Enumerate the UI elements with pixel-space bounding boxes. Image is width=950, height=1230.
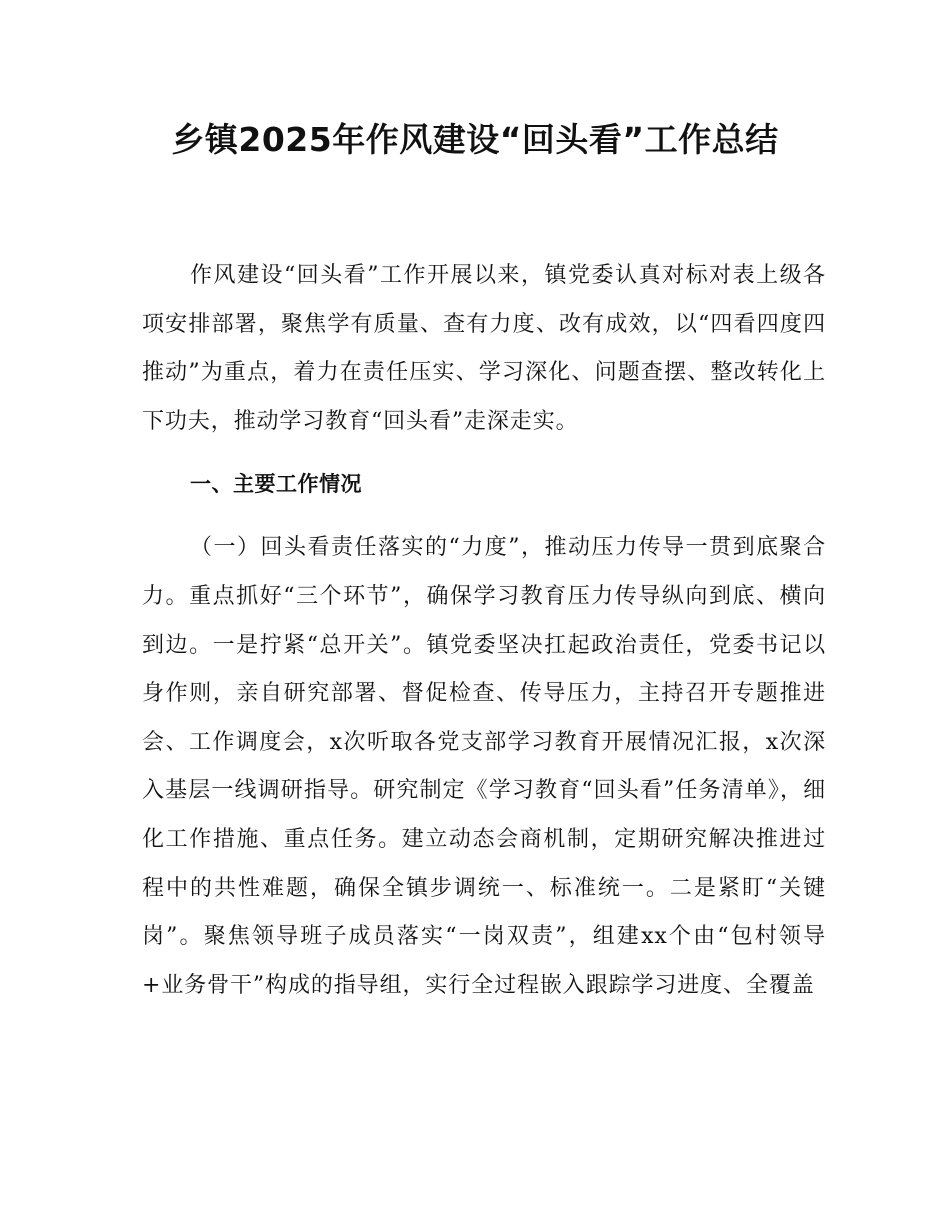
intro-paragraph: 作风建设“回头看”工作开展以来，镇党委认真对标对表上级各项安排部署，聚焦学有质量、查有力度、改有成效，以“四看四度四推动”为重点，着力在责任压实、学习深化、问题查摆、整改转化上下功夫，推动学习教育“回头看”走深走实。 [142, 263, 826, 434]
document-title: 乡镇2025年作风建设“回头看”工作总结 [171, 120, 779, 159]
document-body [142, 252, 826, 1010]
section-paragraph: （一）回头看责任落实的“力度”，推动压力传导一贯到底聚合力。重点抓好“三个环节”，确保学习教育压力传导纵向到底、横向到边。一是拧紧“总开关”。镇党委坚决扛起政治责任，党委书记以身作则，亲自研究部署、督促检查、传导压力，主持召开专题推进会、工作调度会，x次听取各党支部学习教育开展情况汇报，x次深入基层一线调研指导。研究制定《学习教育“回头看”任务清单》，细化工作措施、重点任务。建立动态会商机制，定期研究解决推进过程中的共性难题，确保全镇步调统一、标准统一。二是紧盯“关键岗”。聚焦领导班子成员落实“一岗双责”，组建xx个由“包村领导+业务骨干”构成的指导组，实行全过程嵌入跟踪学习进度、全覆盖 [142, 535, 826, 998]
section-heading: 一、主要工作情况 [190, 472, 362, 497]
